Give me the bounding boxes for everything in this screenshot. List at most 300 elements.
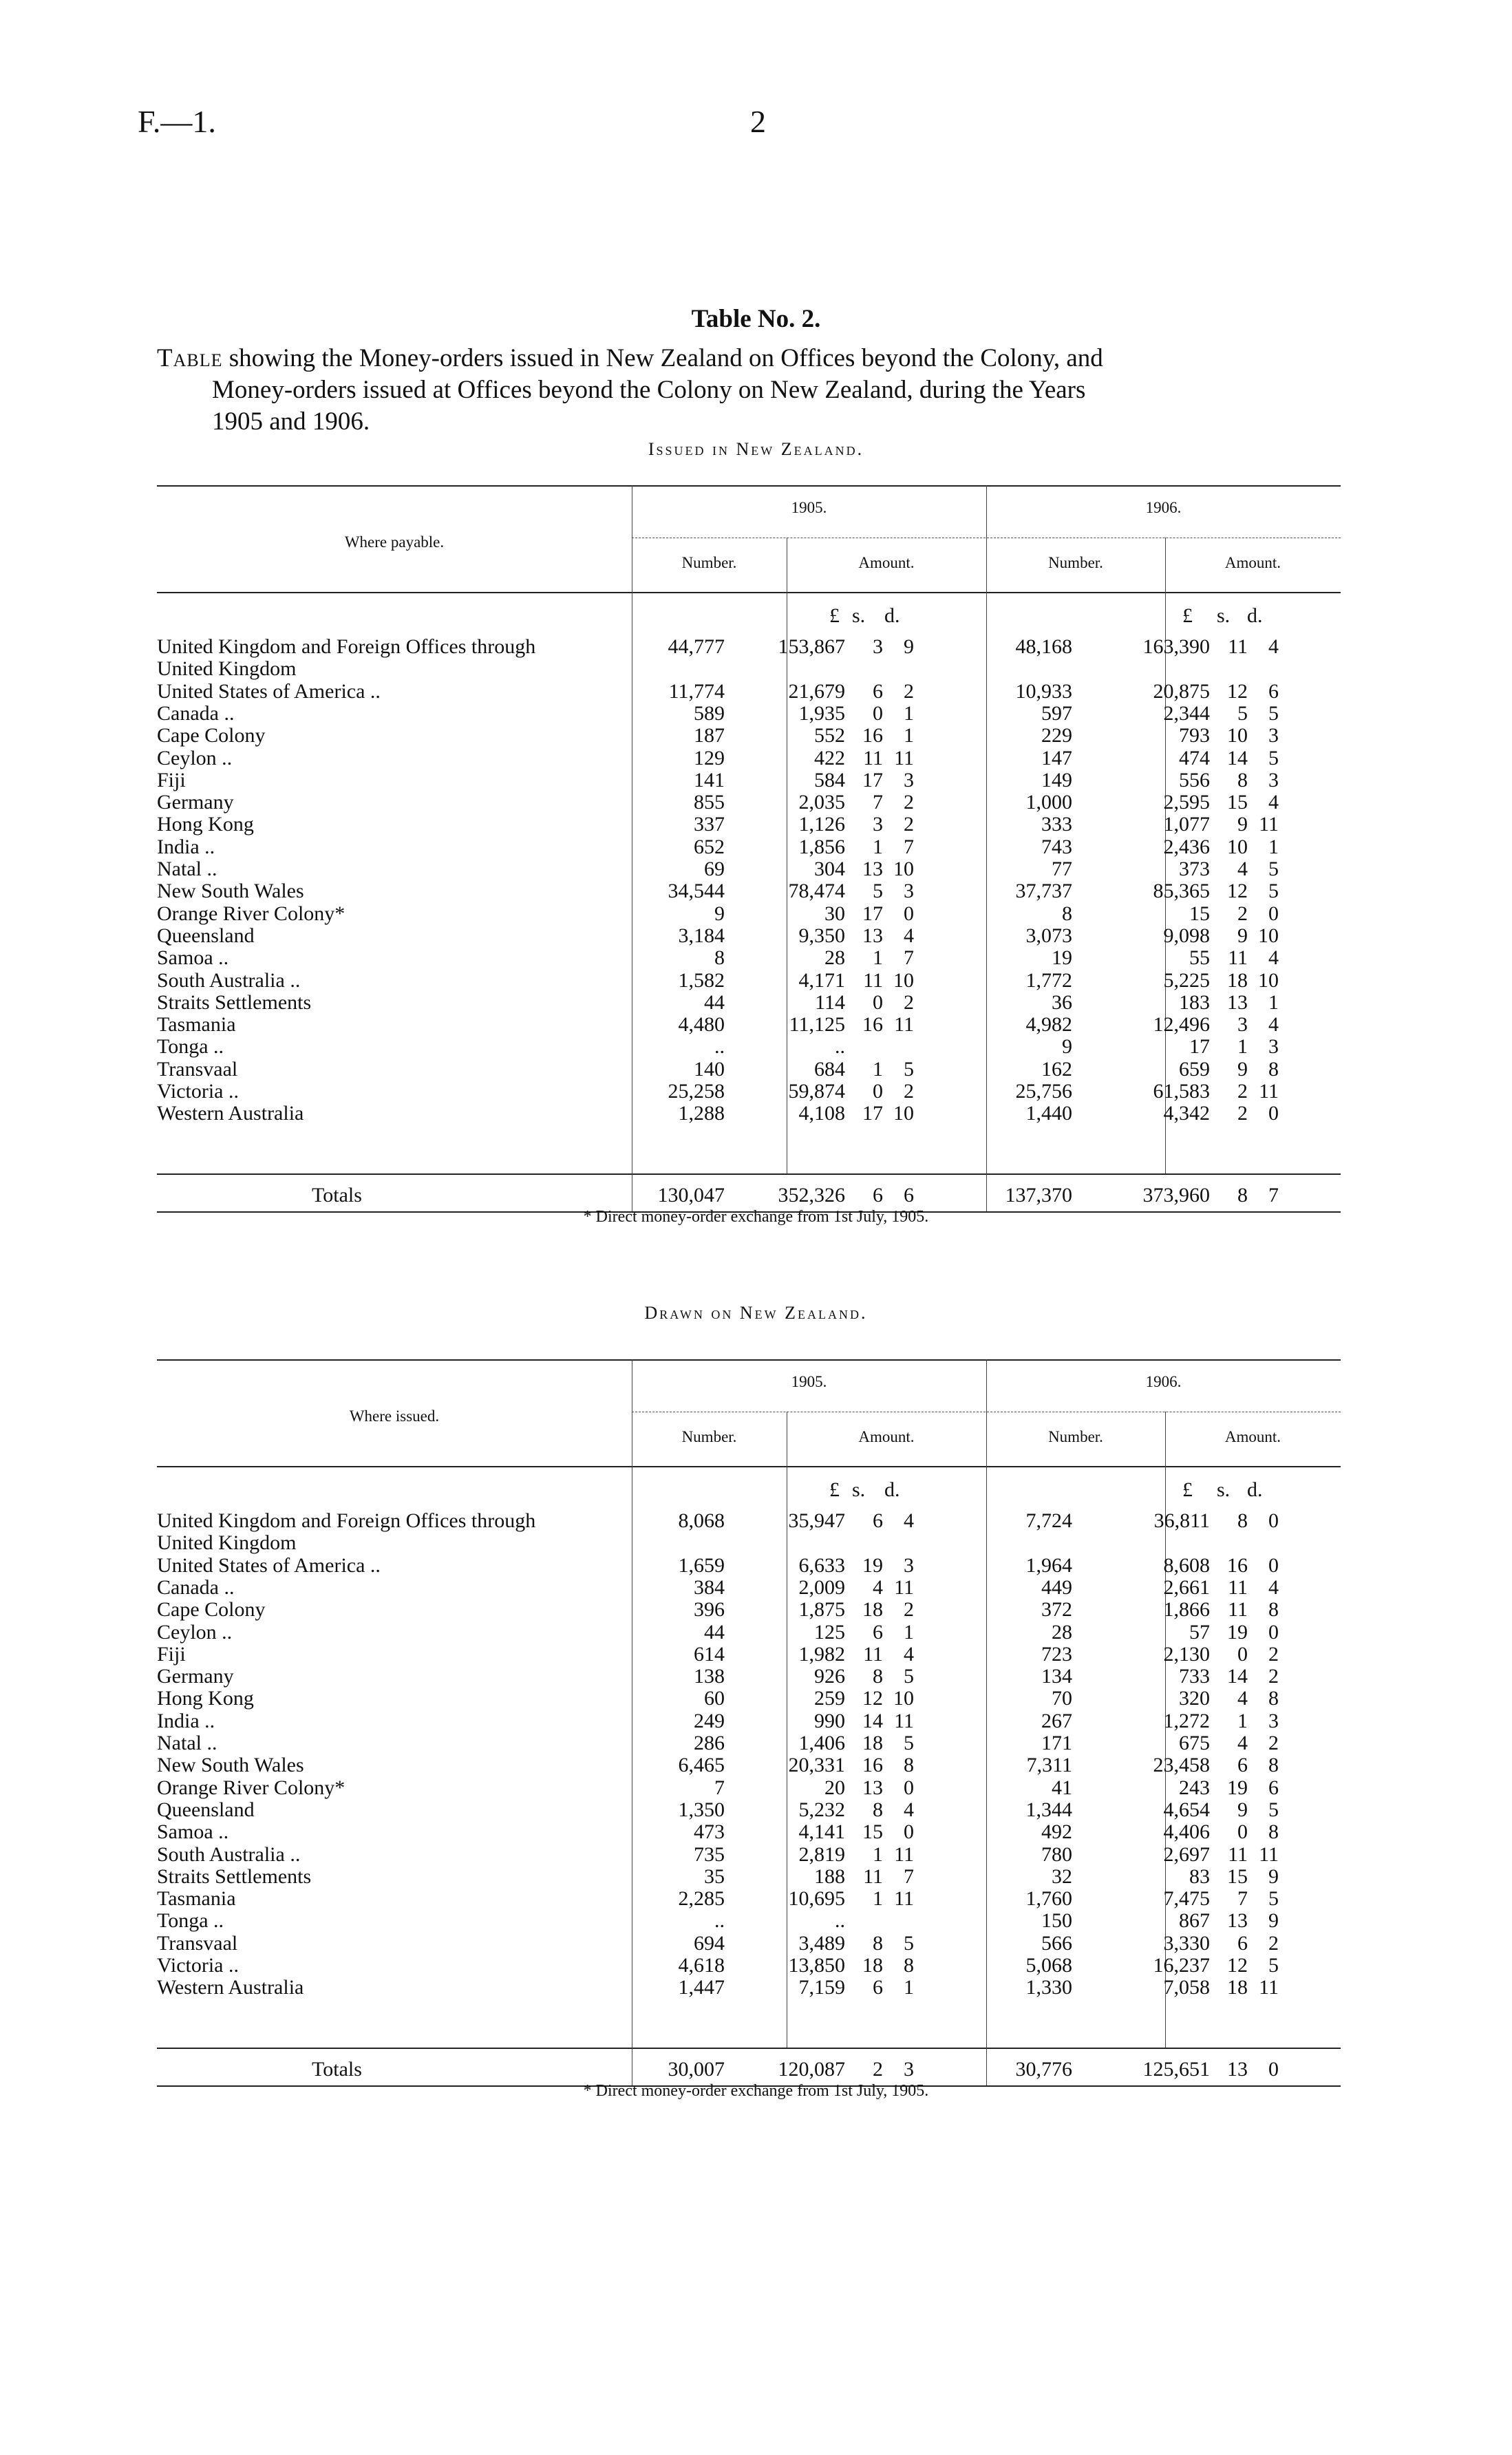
amount-shillings-1905: 8 bbox=[873, 1665, 883, 1688]
amount-shillings-1906: 3 bbox=[1237, 1013, 1248, 1037]
amount-pence-1905: 3 bbox=[904, 1553, 914, 1577]
number-1905: 337 bbox=[694, 813, 725, 836]
amount-pence-1906: 1 bbox=[1268, 835, 1279, 858]
amount-pounds-1905: 114 bbox=[815, 990, 845, 1014]
amount-pounds-1906: 1,866 bbox=[1163, 1598, 1210, 1622]
amount-pounds-1905: 35,947 bbox=[788, 1509, 845, 1532]
table-row bbox=[157, 1509, 1341, 1531]
totals-label: Totals bbox=[312, 1184, 362, 1207]
number-1906: 1,330 bbox=[1025, 1976, 1072, 1999]
amount-shillings-1905: 5 bbox=[873, 880, 883, 903]
amount-shillings-1906: 2 bbox=[1237, 902, 1248, 925]
amount-pence-1906: 3 bbox=[1268, 724, 1279, 747]
total-amount-pence-1905: 6 bbox=[904, 1184, 914, 1207]
amount-pence-1905: 9 bbox=[904, 635, 914, 658]
number-1905: 1,582 bbox=[678, 968, 725, 992]
total-amount-shillings-1906: 8 bbox=[1237, 1184, 1248, 1207]
table-row bbox=[157, 1843, 1341, 1865]
amount-pence-1905: 0 bbox=[904, 1820, 914, 1844]
amount-shillings-1905: 11 bbox=[863, 1864, 883, 1888]
number-1905: 34,544 bbox=[668, 880, 725, 903]
amount-shillings-1906: 8 bbox=[1237, 768, 1248, 791]
column-header-amount-1906: Amount. bbox=[1224, 554, 1281, 571]
amount-shillings-1906: 9 bbox=[1237, 1057, 1248, 1081]
place-name: Orange River Colony* bbox=[157, 902, 345, 925]
amount-pence-1906: 8 bbox=[1268, 1820, 1279, 1844]
amount-pounds-1906: 163,390 bbox=[1142, 635, 1210, 658]
amount-pounds-1905: 422 bbox=[814, 746, 845, 769]
table-row bbox=[157, 657, 1341, 679]
number-1906: 267 bbox=[1041, 1709, 1072, 1732]
number-1906: 372 bbox=[1041, 1598, 1072, 1622]
number-1905: 8 bbox=[714, 946, 725, 970]
place-name: Queensland bbox=[157, 924, 255, 947]
column-header-year-1906: 1906. bbox=[1145, 499, 1182, 516]
pence-header: d. bbox=[1247, 1478, 1263, 1501]
place-name: Samoa .. bbox=[157, 1820, 229, 1844]
amount-shillings-1905: 1 bbox=[873, 1842, 883, 1866]
number-1906: 333 bbox=[1041, 813, 1072, 836]
amount-shillings-1906: 10 bbox=[1227, 835, 1248, 858]
column-header-place: Where issued. bbox=[349, 1407, 440, 1425]
table-row bbox=[157, 1776, 1341, 1798]
amount-pence-1905: 4 bbox=[904, 1642, 914, 1666]
amount-pence-1905: 2 bbox=[904, 1598, 914, 1622]
place-name: Hong Kong bbox=[157, 813, 254, 836]
amount-pence-1906: 2 bbox=[1268, 1931, 1279, 1955]
number-1905: 1,659 bbox=[678, 1553, 725, 1577]
place-name: Transvaal bbox=[157, 1057, 238, 1081]
amount-shillings-1906: 4 bbox=[1237, 1687, 1248, 1710]
column-header-number-1906: Number. bbox=[1048, 1428, 1103, 1445]
place-name: Fiji bbox=[157, 1642, 186, 1666]
number-1905: 4,618 bbox=[678, 1954, 725, 1977]
total-amount-shillings-1906: 13 bbox=[1227, 2058, 1248, 2081]
amount-pounds-1906: 2,595 bbox=[1163, 791, 1210, 814]
amount-shillings-1905: 17 bbox=[862, 1102, 883, 1125]
place-name: Victoria .. bbox=[157, 1080, 239, 1103]
amount-pounds-1906: 36,811 bbox=[1153, 1509, 1210, 1532]
amount-pounds-1906: 12,496 bbox=[1153, 1013, 1210, 1037]
number-1906: 9 bbox=[1062, 1035, 1072, 1059]
amount-pounds-1905: 13,850 bbox=[788, 1954, 845, 1977]
amount-pounds-1905: 153,867 bbox=[778, 635, 845, 658]
amount-pence-1906: 4 bbox=[1268, 635, 1279, 658]
amount-pounds-1906: 4,406 bbox=[1163, 1820, 1210, 1844]
amount-pounds-1906: 7,058 bbox=[1163, 1976, 1210, 1999]
number-1906: 19 bbox=[1052, 946, 1072, 970]
amount-pounds-1905: 2,009 bbox=[798, 1575, 845, 1599]
amount-shillings-1906: 11 bbox=[1228, 1842, 1248, 1866]
amount-pence-1906: 3 bbox=[1268, 768, 1279, 791]
amount-pounds-1906: 16,237 bbox=[1153, 1954, 1210, 1977]
amount-pounds-1905: 990 bbox=[814, 1709, 845, 1732]
place-name: Tasmania bbox=[157, 1887, 236, 1911]
table-row bbox=[157, 1820, 1341, 1842]
number-1905: 60 bbox=[704, 1687, 725, 1710]
place-name: Tonga .. bbox=[157, 1035, 224, 1059]
amount-pence-1906: 8 bbox=[1268, 1057, 1279, 1081]
number-1906: 41 bbox=[1052, 1776, 1072, 1799]
table-row bbox=[157, 991, 1341, 1013]
amount-pence-1906: 8 bbox=[1268, 1598, 1279, 1622]
amount-pence-1905: 2 bbox=[904, 1080, 914, 1103]
pound-symbol: £ bbox=[829, 604, 840, 627]
place-name: Canada .. bbox=[157, 701, 235, 725]
amount-shillings-1906: 19 bbox=[1227, 1620, 1248, 1644]
amount-shillings-1905: 7 bbox=[873, 791, 883, 814]
amount-pence-1905: 11 bbox=[894, 1575, 914, 1599]
amount-pence-1905: 2 bbox=[904, 679, 914, 703]
amount-pounds-1905: 2,819 bbox=[798, 1842, 845, 1866]
table-row bbox=[157, 724, 1341, 746]
place-name: New South Wales bbox=[157, 880, 304, 903]
amount-pounds-1906: 1,077 bbox=[1163, 813, 1210, 836]
amount-shillings-1906: 5 bbox=[1237, 701, 1248, 725]
place-name: Western Australia bbox=[157, 1976, 304, 1999]
amount-pence-1905: 7 bbox=[904, 946, 914, 970]
number-1906: 134 bbox=[1041, 1665, 1072, 1688]
amount-pence-1906: 0 bbox=[1268, 1553, 1279, 1577]
amount-pence-1906: 0 bbox=[1268, 1509, 1279, 1532]
amount-pounds-1905: 1,935 bbox=[798, 701, 845, 725]
amount-pence-1905: 4 bbox=[904, 924, 914, 947]
number-1906: 597 bbox=[1041, 701, 1072, 725]
amount-pence-1905: 5 bbox=[904, 1732, 914, 1754]
amount-shillings-1906: 12 bbox=[1227, 679, 1248, 703]
table-row bbox=[157, 1665, 1341, 1687]
amount-pence-1906: 5 bbox=[1268, 701, 1279, 725]
amount-pounds-1906: 867 bbox=[1179, 1909, 1210, 1933]
number-1905: 44,777 bbox=[668, 635, 725, 658]
amount-shillings-1906: 0 bbox=[1237, 1642, 1248, 1666]
amount-pence-1905: 2 bbox=[904, 813, 914, 836]
amount-shillings-1905: 6 bbox=[873, 1509, 883, 1532]
amount-pence-1905: 1 bbox=[904, 701, 914, 725]
place-name: United Kingdom bbox=[157, 657, 297, 681]
amount-pence-1905: 5 bbox=[904, 1665, 914, 1688]
amount-pence-1906: 5 bbox=[1268, 1798, 1279, 1821]
amount-shillings-1906: 9 bbox=[1237, 813, 1248, 836]
amount-pence-1905: 0 bbox=[904, 902, 914, 925]
amount-pence-1905: 3 bbox=[904, 768, 914, 791]
number-1905: 384 bbox=[694, 1575, 725, 1599]
pence-header: d. bbox=[1247, 604, 1263, 627]
table-row bbox=[157, 836, 1341, 858]
issued-table bbox=[157, 485, 1341, 1211]
number-1906: 48,168 bbox=[1015, 635, 1072, 658]
table-row bbox=[157, 902, 1341, 924]
amount-shillings-1906: 14 bbox=[1227, 1665, 1248, 1688]
amount-pounds-1905: 5,232 bbox=[798, 1798, 845, 1821]
place-name: Ceylon .. bbox=[157, 1620, 233, 1644]
caption-line-1: showing the Money-orders issued in New Zealand on Offices beyond the Colony, and bbox=[228, 344, 1103, 372]
drawn-table bbox=[157, 1359, 1341, 2085]
number-1905: 9 bbox=[714, 902, 725, 925]
number-1905: 589 bbox=[694, 701, 725, 725]
amount-shillings-1906: 11 bbox=[1228, 1575, 1248, 1599]
table-row bbox=[157, 880, 1341, 902]
number-1905: 25,258 bbox=[668, 1080, 725, 1103]
number-1906: 147 bbox=[1041, 746, 1072, 769]
amount-pounds-1905: 3,489 bbox=[798, 1931, 845, 1955]
amount-pence-1906: 4 bbox=[1268, 791, 1279, 814]
number-1906: 70 bbox=[1052, 1687, 1072, 1710]
amount-shillings-1905: 8 bbox=[873, 1798, 883, 1821]
place-name: Straits Settlements bbox=[157, 990, 312, 1014]
amount-pounds-1906: 733 bbox=[1179, 1665, 1210, 1688]
amount-shillings-1905: 16 bbox=[862, 724, 883, 747]
amount-pence-1906: 2 bbox=[1268, 1642, 1279, 1666]
amount-shillings-1905: 8 bbox=[873, 1931, 883, 1955]
amount-pounds-1906: 659 bbox=[1179, 1057, 1210, 1081]
number-1905: 7 bbox=[714, 1776, 725, 1799]
amount-pence-1905: 10 bbox=[893, 968, 914, 992]
amount-pounds-1905: .. bbox=[835, 1035, 845, 1059]
amount-shillings-1906: 13 bbox=[1227, 990, 1248, 1014]
amount-pence-1906: 10 bbox=[1258, 924, 1279, 947]
column-header-amount-1905: Amount. bbox=[858, 1428, 915, 1445]
amount-pence-1906: 8 bbox=[1268, 1754, 1279, 1777]
amount-pounds-1905: 1,982 bbox=[798, 1642, 845, 1666]
amount-pounds-1906: 2,344 bbox=[1163, 701, 1210, 725]
place-name: Samoa .. bbox=[157, 946, 229, 970]
amount-pence-1906: 5 bbox=[1268, 746, 1279, 769]
amount-shillings-1906: 4 bbox=[1237, 1732, 1248, 1754]
amount-pounds-1906: 20,875 bbox=[1153, 679, 1210, 703]
number-1905: 2,285 bbox=[678, 1887, 725, 1911]
amount-pounds-1905: 28 bbox=[824, 946, 845, 970]
amount-shillings-1905: 16 bbox=[862, 1754, 883, 1777]
amount-shillings-1906: 14 bbox=[1227, 746, 1248, 769]
amount-pounds-1906: 2,697 bbox=[1163, 1842, 1210, 1866]
amount-pence-1906: 2 bbox=[1268, 1665, 1279, 1688]
column-header-year-1905: 1905. bbox=[791, 499, 827, 516]
number-1906: 5,068 bbox=[1025, 1954, 1072, 1977]
number-1905: 129 bbox=[694, 746, 725, 769]
amount-shillings-1905: 13 bbox=[862, 858, 883, 880]
amount-pounds-1906: 556 bbox=[1179, 768, 1210, 791]
amount-pence-1905: 5 bbox=[904, 1057, 914, 1081]
amount-shillings-1905: 4 bbox=[873, 1575, 883, 1599]
amount-pence-1906: 1 bbox=[1268, 990, 1279, 1014]
amount-pounds-1905: 4,108 bbox=[798, 1102, 845, 1125]
amount-shillings-1906: 0 bbox=[1237, 1820, 1248, 1844]
number-1905: 855 bbox=[694, 791, 725, 814]
amount-pence-1906: 11 bbox=[1259, 1976, 1279, 1999]
table-row bbox=[157, 1621, 1341, 1643]
number-1905: 187 bbox=[694, 724, 725, 747]
footnote-issued: * Direct money-order exchange from 1st July, 1905. bbox=[583, 1208, 929, 1226]
amount-shillings-1905: 13 bbox=[862, 924, 883, 947]
amount-pounds-1906: 85,365 bbox=[1153, 880, 1210, 903]
amount-shillings-1906: 15 bbox=[1227, 791, 1248, 814]
number-1905: 249 bbox=[694, 1709, 725, 1732]
amount-shillings-1905: 0 bbox=[873, 701, 883, 725]
amount-shillings-1906: 2 bbox=[1237, 1080, 1248, 1103]
caption-lead: Table bbox=[157, 344, 223, 372]
amount-pence-1905: 11 bbox=[894, 1842, 914, 1866]
place-name: Germany bbox=[157, 1665, 234, 1688]
table-row bbox=[157, 1710, 1341, 1732]
amount-pounds-1906: 2,661 bbox=[1163, 1575, 1210, 1599]
table-row bbox=[157, 1887, 1341, 1909]
number-1906: 77 bbox=[1052, 858, 1072, 880]
table-row bbox=[157, 1798, 1341, 1820]
number-1906: 28 bbox=[1052, 1620, 1072, 1644]
section-heading-issued: Issued in New Zealand. bbox=[648, 439, 864, 459]
amount-pence-1906: 9 bbox=[1268, 1864, 1279, 1888]
amount-pounds-1906: 474 bbox=[1179, 746, 1210, 769]
column-header-amount-1906: Amount. bbox=[1224, 1428, 1281, 1445]
amount-pence-1906: 6 bbox=[1268, 1776, 1279, 1799]
total-number-1905: 130,047 bbox=[657, 1184, 725, 1207]
amount-pounds-1905: 125 bbox=[814, 1620, 845, 1644]
amount-pence-1905: 7 bbox=[904, 1864, 914, 1888]
amount-pence-1905: 4 bbox=[904, 1509, 914, 1532]
place-name: Orange River Colony* bbox=[157, 1776, 345, 1799]
amount-shillings-1906: 10 bbox=[1227, 724, 1248, 747]
number-1906: 1,344 bbox=[1025, 1798, 1072, 1821]
amount-pence-1905: 1 bbox=[904, 1620, 914, 1644]
number-1905: 44 bbox=[704, 990, 725, 1014]
amount-pence-1906: 11 bbox=[1259, 1080, 1279, 1103]
amount-shillings-1905: 1 bbox=[873, 1057, 883, 1081]
page-number: 2 bbox=[750, 104, 766, 139]
amount-pence-1905: 10 bbox=[893, 1687, 914, 1710]
table-row bbox=[157, 858, 1341, 880]
number-1905: 69 bbox=[704, 858, 725, 880]
table-row bbox=[157, 1013, 1341, 1035]
place-name: Transvaal bbox=[157, 1931, 238, 1955]
amount-pence-1905: 8 bbox=[904, 1954, 914, 1977]
number-1905: 3,184 bbox=[678, 924, 725, 947]
amount-pence-1906: 5 bbox=[1268, 1887, 1279, 1911]
number-1905: 735 bbox=[694, 1842, 725, 1866]
number-1905: 694 bbox=[694, 1931, 725, 1955]
number-1905: 614 bbox=[694, 1642, 725, 1666]
place-name: Queensland bbox=[157, 1798, 255, 1821]
amount-pounds-1906: 2,436 bbox=[1163, 835, 1210, 858]
total-number-1906: 137,370 bbox=[1005, 1184, 1072, 1207]
table-row bbox=[157, 946, 1341, 968]
table-row bbox=[157, 924, 1341, 946]
amount-pence-1906: 4 bbox=[1268, 1575, 1279, 1599]
table-rule bbox=[157, 1359, 1341, 1361]
number-1906: 8 bbox=[1062, 902, 1072, 925]
amount-shillings-1906: 9 bbox=[1237, 1798, 1248, 1821]
amount-shillings-1905: 17 bbox=[862, 768, 883, 791]
column-header-number-1906: Number. bbox=[1048, 554, 1103, 571]
table-row bbox=[157, 1976, 1341, 1998]
table-rule bbox=[157, 485, 1341, 487]
amount-pounds-1905: 10,695 bbox=[788, 1887, 845, 1911]
amount-pence-1906: 10 bbox=[1258, 968, 1279, 992]
number-1906: 743 bbox=[1041, 835, 1072, 858]
amount-shillings-1906: 6 bbox=[1237, 1754, 1248, 1777]
number-1906: 32 bbox=[1052, 1864, 1072, 1888]
number-1905: 4,480 bbox=[678, 1013, 725, 1037]
amount-shillings-1906: 16 bbox=[1227, 1553, 1248, 1577]
amount-pence-1906: 6 bbox=[1268, 679, 1279, 703]
totals-row bbox=[157, 2058, 1341, 2080]
amount-pounds-1905: 11,125 bbox=[789, 1013, 845, 1037]
amount-pence-1906: 0 bbox=[1268, 1102, 1279, 1125]
amount-shillings-1905: 0 bbox=[873, 990, 883, 1014]
amount-pence-1905: 10 bbox=[893, 1102, 914, 1125]
table-row bbox=[157, 1932, 1341, 1954]
shillings-header: s. bbox=[852, 604, 866, 627]
amount-pence-1906: 5 bbox=[1268, 1954, 1279, 1977]
amount-shillings-1905: 11 bbox=[863, 1642, 883, 1666]
pence-header: d. bbox=[884, 604, 900, 627]
number-1906: 150 bbox=[1041, 1909, 1072, 1933]
number-1905: .. bbox=[714, 1035, 725, 1059]
amount-shillings-1905: 17 bbox=[862, 902, 883, 925]
number-1906: 780 bbox=[1041, 1842, 1072, 1866]
page-reference: F.—1. bbox=[138, 104, 216, 139]
place-name: United Kingdom bbox=[157, 1531, 297, 1555]
column-header-place: Where payable. bbox=[344, 533, 445, 551]
table-row bbox=[157, 1687, 1341, 1709]
amount-pence-1905: 2 bbox=[904, 791, 914, 814]
amount-shillings-1905: 13 bbox=[862, 1776, 883, 1799]
amount-pounds-1906: 55 bbox=[1189, 946, 1210, 970]
amount-pence-1905: 1 bbox=[904, 724, 914, 747]
amount-pounds-1906: 2,130 bbox=[1163, 1642, 1210, 1666]
amount-shillings-1905: 0 bbox=[873, 1080, 883, 1103]
table-rule bbox=[157, 592, 1341, 593]
number-1905: 652 bbox=[694, 835, 725, 858]
amount-pence-1905: 11 bbox=[894, 1013, 914, 1037]
number-1906: 229 bbox=[1041, 724, 1072, 747]
table-row bbox=[157, 1732, 1341, 1754]
table-row bbox=[157, 1102, 1341, 1124]
amount-pounds-1906: 4,654 bbox=[1163, 1798, 1210, 1821]
amount-shillings-1905: 12 bbox=[862, 1687, 883, 1710]
number-1905: 1,350 bbox=[678, 1798, 725, 1821]
table-row bbox=[157, 1035, 1341, 1057]
amount-pounds-1905: 30 bbox=[824, 902, 845, 925]
amount-pence-1906: 0 bbox=[1268, 902, 1279, 925]
place-name: Ceylon .. bbox=[157, 746, 233, 769]
number-1906: 723 bbox=[1041, 1642, 1072, 1666]
amount-pounds-1906: 3,330 bbox=[1163, 1931, 1210, 1955]
amount-shillings-1906: 11 bbox=[1228, 1598, 1248, 1622]
number-1906: 37,737 bbox=[1015, 880, 1072, 903]
amount-pounds-1905: 4,171 bbox=[798, 968, 845, 992]
amount-shillings-1905: 1 bbox=[873, 1887, 883, 1911]
amount-shillings-1906: 6 bbox=[1237, 1931, 1248, 1955]
amount-pence-1905: 11 bbox=[894, 1709, 914, 1732]
amount-shillings-1905: 6 bbox=[873, 1620, 883, 1644]
totals-row bbox=[157, 1184, 1341, 1206]
table-row bbox=[157, 1058, 1341, 1080]
amount-pounds-1906: 57 bbox=[1189, 1620, 1210, 1644]
amount-pounds-1906: 17 bbox=[1189, 1035, 1210, 1059]
caption-line-2: Money-orders issued at Offices beyond the Colony on New Zealand, during the Years bbox=[212, 376, 1086, 404]
amount-pounds-1905: 188 bbox=[814, 1864, 845, 1888]
number-1906: 25,756 bbox=[1015, 1080, 1072, 1103]
section-heading-drawn: Drawn on New Zealand. bbox=[644, 1303, 868, 1323]
number-1905: 473 bbox=[694, 1820, 725, 1844]
table-row bbox=[157, 1080, 1341, 1102]
place-name: United States of America .. bbox=[157, 679, 381, 703]
amount-pence-1905: 4 bbox=[904, 1798, 914, 1821]
amount-pence-1906: 9 bbox=[1268, 1909, 1279, 1933]
place-name: Western Australia bbox=[157, 1102, 304, 1125]
amount-pence-1905: 7 bbox=[904, 835, 914, 858]
